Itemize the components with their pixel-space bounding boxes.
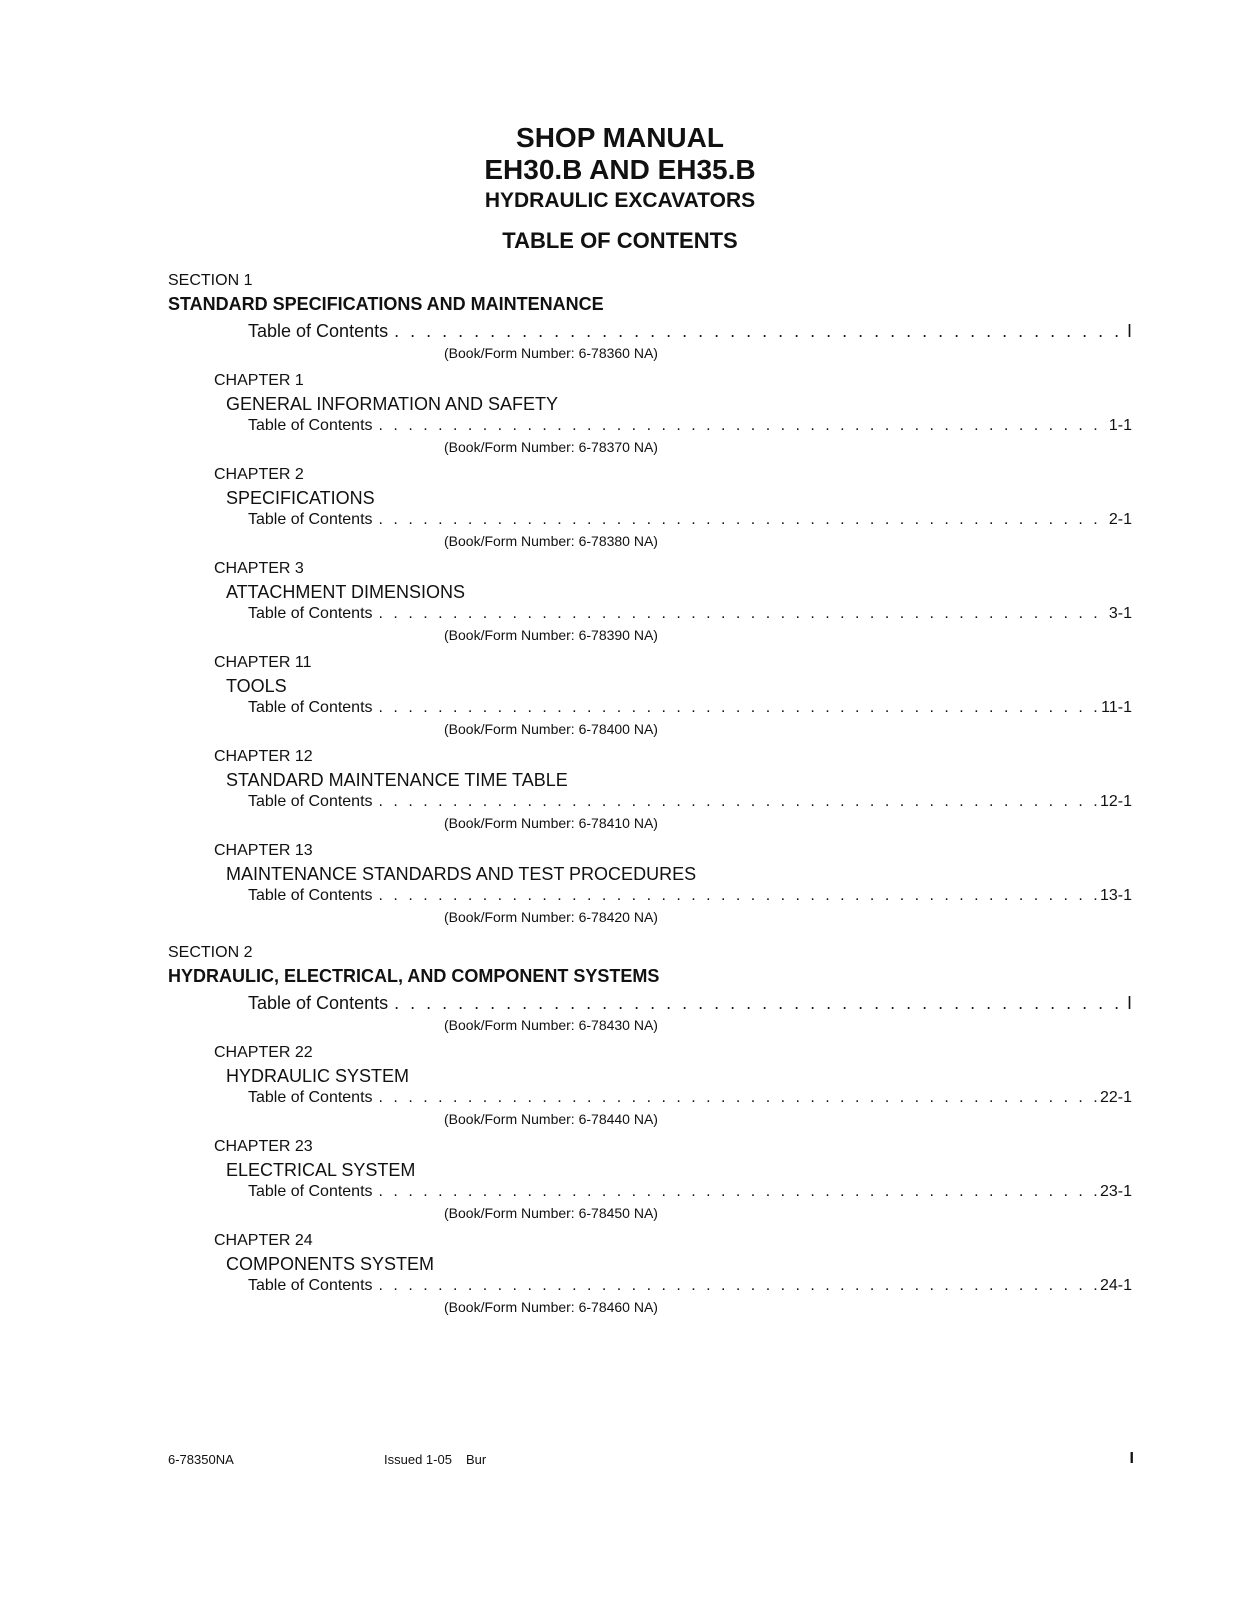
toc-entry[interactable] — [248, 1089, 1132, 1107]
toc-entry[interactable] — [248, 417, 1132, 435]
book-form-number: (Book/Form Number: 6-78420 NA) — [444, 909, 658, 925]
chapter-label: CHAPTER 23 — [214, 1138, 313, 1155]
model-title: EH30.B AND EH35.B — [484, 154, 756, 185]
toc-entry-label: Table of Contents — [248, 321, 389, 341]
toc-page-number: 12-1 — [1099, 793, 1132, 810]
toc-entry[interactable] — [248, 699, 1132, 717]
toc-page-number: 13-1 — [1099, 887, 1132, 904]
chapter-label: CHAPTER 1 — [214, 372, 304, 389]
footer-page-number: I — [1129, 1450, 1134, 1467]
leader-dots — [379, 793, 1098, 811]
chapter-title: GENERAL INFORMATION AND SAFETY — [226, 394, 559, 414]
chapter-label: CHAPTER 2 — [214, 466, 304, 483]
toc-page-number: 3-1 — [1108, 605, 1132, 622]
toc-heading: TABLE OF CONTENTS — [502, 228, 738, 253]
leader-dots — [379, 1183, 1098, 1201]
toc-entry[interactable] — [248, 321, 1132, 342]
toc-entry-label: Table of Contents — [248, 1277, 373, 1294]
chapter-label: CHAPTER 13 — [214, 842, 313, 859]
leader-dots — [394, 321, 1125, 342]
section-title: HYDRAULIC, ELECTRICAL, AND COMPONENT SYSTEMS — [168, 966, 660, 986]
chapter-title: SPECIFICATIONS — [226, 488, 375, 508]
leader-dots — [379, 417, 1107, 435]
toc-entry-label: Table of Contents — [248, 1089, 373, 1106]
book-form-number: (Book/Form Number: 6-78450 NA) — [444, 1205, 658, 1221]
toc-entry-label: Table of Contents — [248, 993, 389, 1013]
chapter-title: TOOLS — [226, 676, 287, 696]
toc-entry-label: Table of Contents — [248, 605, 373, 622]
leader-dots — [379, 699, 1100, 717]
footer-doc-number: 6-78350NA — [168, 1452, 234, 1467]
chapter-label: CHAPTER 11 — [214, 654, 312, 671]
toc-entry[interactable] — [248, 511, 1132, 529]
toc-page-number: 24-1 — [1099, 1277, 1132, 1294]
toc-entry[interactable] — [248, 605, 1132, 623]
toc-page-number: 11-1 — [1101, 699, 1132, 716]
toc-entry[interactable] — [248, 887, 1132, 905]
toc-entry-label: Table of Contents — [248, 887, 373, 904]
toc-page-number: 22-1 — [1099, 1089, 1132, 1106]
footer-location: Bur — [466, 1452, 487, 1467]
toc-entry[interactable] — [248, 1277, 1132, 1295]
chapter-label: CHAPTER 12 — [214, 748, 313, 765]
toc-page-number: 2-1 — [1108, 511, 1132, 528]
chapter-title: ELECTRICAL SYSTEM — [226, 1160, 416, 1180]
section-title: STANDARD SPECIFICATIONS AND MAINTENANCE — [168, 294, 604, 314]
leader-dots — [379, 605, 1107, 623]
book-form-number: (Book/Form Number: 6-78430 NA) — [444, 1017, 658, 1033]
toc-entry[interactable] — [248, 1183, 1132, 1201]
book-form-number: (Book/Form Number: 6-78410 NA) — [444, 815, 658, 831]
chapter-title: MAINTENANCE STANDARDS AND TEST PROCEDURES — [226, 864, 697, 884]
book-form-number: (Book/Form Number: 6-78360 NA) — [444, 345, 658, 361]
toc-page-number: 23-1 — [1099, 1183, 1132, 1200]
book-form-number: (Book/Form Number: 6-78380 NA) — [444, 533, 658, 549]
toc-entry[interactable] — [248, 993, 1132, 1014]
chapter-title: STANDARD MAINTENANCE TIME TABLE — [226, 770, 568, 790]
toc-page-number: I — [1126, 993, 1132, 1013]
book-form-number: (Book/Form Number: 6-78400 NA) — [444, 721, 658, 737]
chapter-label: CHAPTER 22 — [214, 1044, 313, 1061]
toc-entry-label: Table of Contents — [248, 511, 373, 528]
leader-dots — [379, 1277, 1098, 1295]
toc-page-number: 1-1 — [1108, 417, 1132, 434]
chapter-title: HYDRAULIC SYSTEM — [226, 1066, 410, 1086]
section-label: SECTION 1 — [168, 272, 253, 289]
chapter-label: CHAPTER 3 — [214, 560, 304, 577]
product-subtitle: HYDRAULIC EXCAVATORS — [484, 189, 756, 212]
chapter-title: ATTACHMENT DIMENSIONS — [226, 582, 466, 602]
book-form-number: (Book/Form Number: 6-78460 NA) — [444, 1299, 658, 1315]
leader-dots — [379, 511, 1107, 529]
leader-dots — [394, 993, 1125, 1014]
chapter-label: CHAPTER 24 — [214, 1232, 313, 1249]
book-form-number: (Book/Form Number: 6-78440 NA) — [444, 1111, 658, 1127]
toc-entry-label: Table of Contents — [248, 417, 373, 434]
manual-title: SHOP MANUAL — [516, 122, 724, 153]
toc-entry-label: Table of Contents — [248, 699, 373, 716]
toc-entry-label: Table of Contents — [248, 1183, 373, 1200]
section-label: SECTION 2 — [168, 944, 253, 961]
book-form-number: (Book/Form Number: 6-78370 NA) — [444, 439, 658, 455]
leader-dots — [379, 887, 1098, 905]
toc-entry-label: Table of Contents — [248, 793, 373, 810]
chapter-title: COMPONENTS SYSTEM — [226, 1254, 435, 1274]
toc-page-number: I — [1126, 321, 1132, 341]
toc-entry[interactable] — [248, 793, 1132, 811]
footer-issued: Issued 1-05 — [384, 1452, 452, 1467]
leader-dots — [379, 1089, 1098, 1107]
book-form-number: (Book/Form Number: 6-78390 NA) — [444, 627, 658, 643]
